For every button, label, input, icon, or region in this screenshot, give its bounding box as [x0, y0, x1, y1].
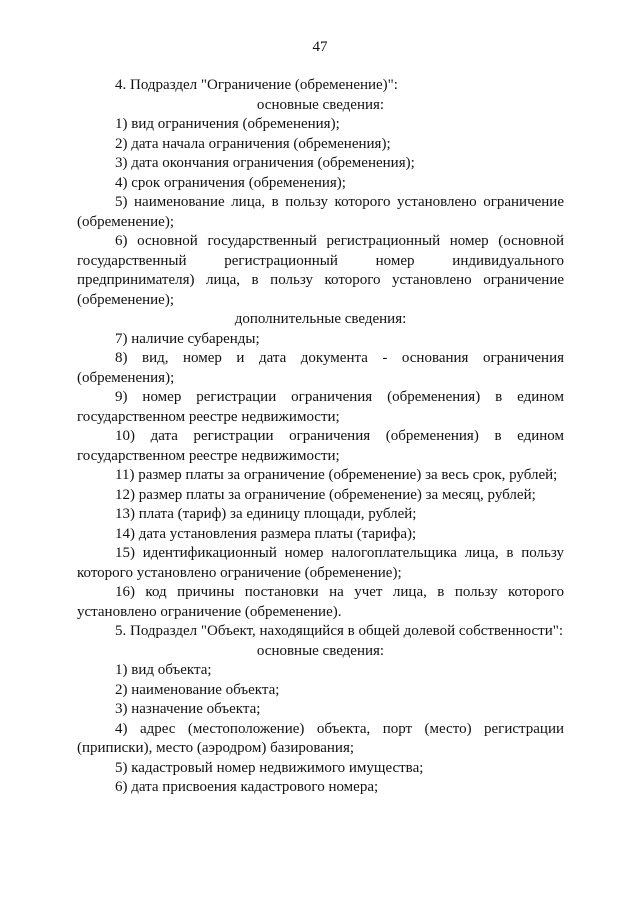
list-item: 11) размер платы за ограничение (обременение) за весь срок, рублей;: [115, 467, 558, 483]
list-item: 16) код причины постановки на учет лица, в пользу которого установлено ограничение (обременение).: [77, 584, 564, 620]
list-item: 2) наименование объекта;: [115, 681, 280, 698]
list-item: 13) плата (тариф) за единицу площади, рублей;: [115, 506, 417, 522]
list-item: 1) вид ограничения (обременения);: [115, 116, 340, 132]
list-item: 8) вид, номер и дата документа - основания ограничения (обременения);: [77, 350, 564, 386]
list-item: 12) размер платы за ограничение (обременение) за месяц, рублей;: [115, 486, 536, 503]
page-number: 47: [312, 39, 328, 55]
list-item: 10) дата регистрации ограничения (обременения) в едином государственном реестре недвижимости;: [77, 428, 564, 464]
list-item: 3) дата окончания ограничения (обременения);: [115, 155, 415, 171]
list-item: 5) наименование лица, в пользу которого установлено ограничение (обременение);: [77, 194, 564, 230]
list-item: 7) наличие субаренды;: [115, 330, 260, 347]
list-item: 3) назначение объекта;: [115, 701, 261, 717]
list-item: 5) кадастровый номер недвижимого имущества;: [115, 759, 424, 776]
list-item: 4) адрес (местоположение) объекта, порт (место) регистрации (приписки), место (аэродром) базирования;: [77, 720, 564, 756]
list-item: 14) дата установления размера платы (тарифа);: [115, 525, 417, 542]
list-item: 2) дата начала ограничения (обременения);: [115, 135, 391, 152]
list-item: 4) срок ограничения (обременения);: [115, 174, 346, 191]
list-item: 1) вид объекта;: [115, 662, 212, 678]
list-item: 9) номер регистрации ограничения (обременения) в едином государственном реестре недвижимости;: [77, 389, 564, 425]
subheading-basic-info: основные сведения:: [256, 642, 385, 659]
document-body: [77, 76, 564, 798]
subheading-basic-info: основные сведения:: [256, 96, 385, 113]
list-item: 15) идентификационный номер налогоплательщика лица, в пользу которого установлено ограничение (обременение);: [77, 545, 564, 581]
list-item: 6) основной государственный регистрационный номер (основной государственный регистрационный номер индивидуального предпринимателя) лица, в пользу которого установлено ограничение (обременение);: [77, 233, 564, 308]
section-heading-shared-object: 5. Подраздел "Объект, находящийся в общей долевой собственности":: [115, 623, 564, 639]
list-item: 6) дата присвоения кадастрового номера;: [115, 779, 379, 795]
subheading-additional-info: дополнительные сведения:: [234, 311, 407, 327]
section-heading-restriction: 4. Подраздел "Ограничение (обременение)":: [115, 77, 398, 93]
